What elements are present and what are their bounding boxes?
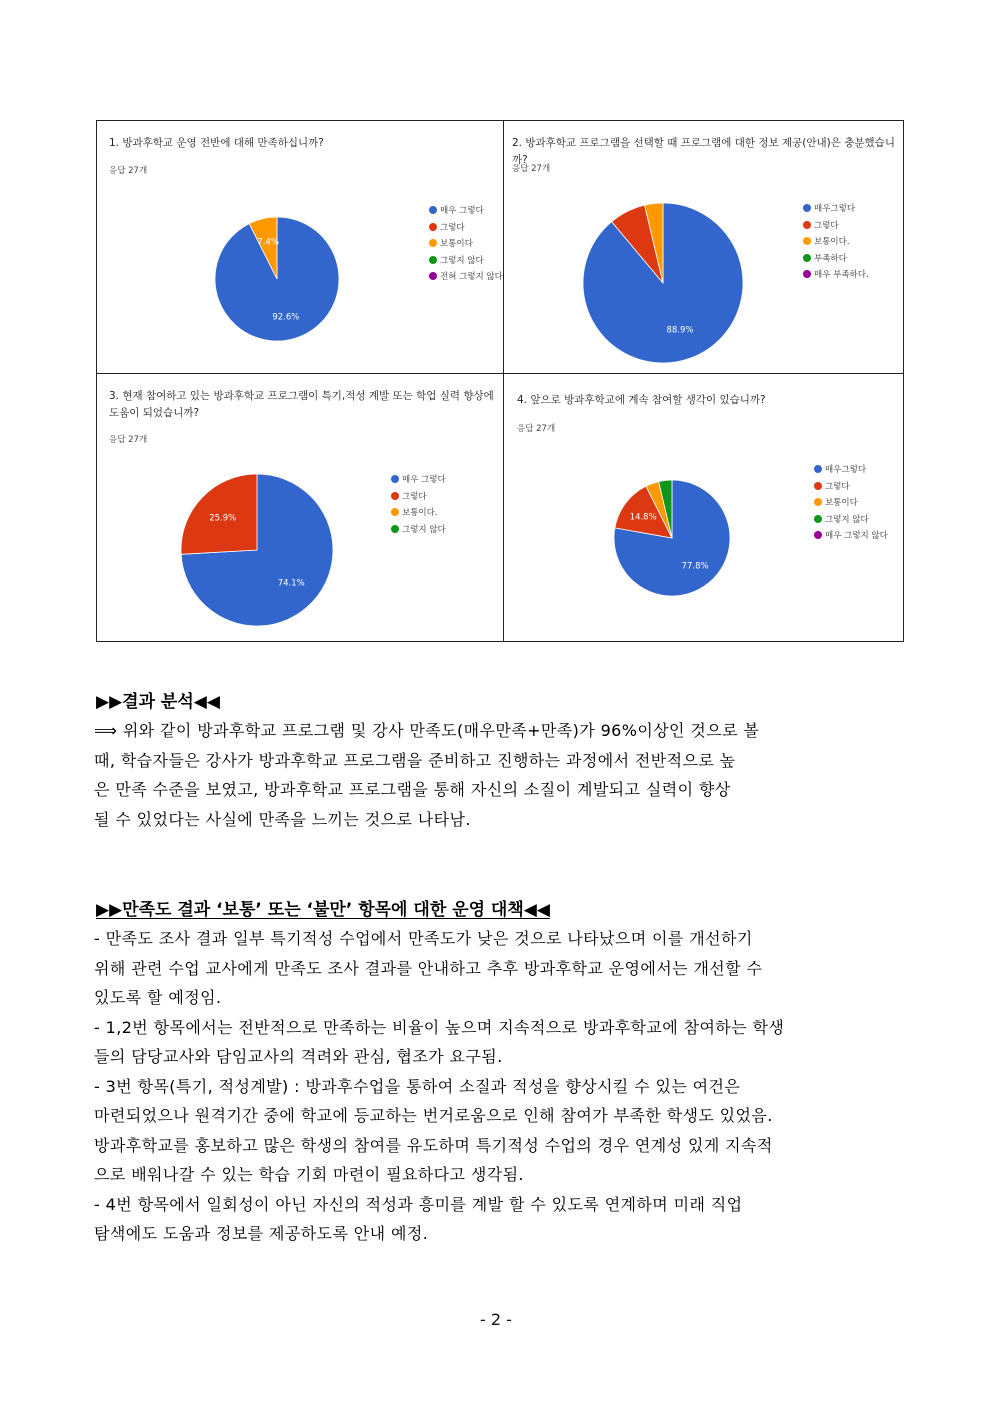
chart-panel-1 (97, 121, 504, 374)
legend-label: 전혀 그렇지 않다 (440, 272, 503, 282)
legend-item (814, 462, 888, 479)
text-line: 은 만족 수준을 보였고, 방과후학교 프로그램을 통해 자신의 소질이 계발되고 실력이 향상 (94, 780, 731, 799)
legend-swatch (814, 531, 822, 539)
legend-label: 그렇다 (440, 222, 465, 233)
legend-label: 매우그렇다 (825, 465, 867, 475)
chart-panel-3 (97, 374, 504, 641)
legend-swatch (429, 223, 437, 231)
legend-item (814, 528, 888, 545)
text-line: 마련되었으나 원격기간 중에 학교에 등교하는 번거로움으로 인해 참여가 부족한 학생도 있었음. (94, 1106, 773, 1125)
legend-label: 보통이다. (814, 237, 850, 247)
legend-item (429, 220, 503, 237)
legend-item (429, 269, 503, 286)
legend-label: 그렇다 (825, 481, 850, 492)
chart-legend (429, 203, 503, 286)
text-line: - 4번 항목에서 일회성이 아닌 자신의 적성과 흥미를 계발 할 수 있도록 연계하며 미래 직업 (94, 1194, 743, 1214)
legend-label: 매우그렇다 (814, 204, 856, 214)
text-line: 될 수 있었다는 사실에 만족을 느끼는 것으로 나타남. (94, 809, 471, 829)
chart-question: 4. 앞으로 방과후학교에 계속 참여할 생각이 있습니까? (517, 394, 766, 406)
legend-label: 그렇지 않다 (825, 514, 869, 525)
legend-swatch (814, 515, 822, 523)
chart-panel-4 (504, 374, 903, 641)
chart-question: 2. 방과후학교 프로그램을 선택할 때 프로그램에 대한 정보 제공(안내)은 충분했습니까? (512, 137, 895, 166)
legend-swatch (429, 272, 437, 280)
survey-chart-grid (96, 120, 904, 642)
chart-question: 1. 방과후학교 운영 전반에 대해 만족하십니까? (109, 137, 324, 149)
response-count: 응답 27개 (517, 424, 556, 434)
legend-swatch (814, 498, 822, 506)
measures-text (94, 924, 900, 1249)
legend-swatch (429, 256, 437, 264)
text-line: 탐색에도 도움과 정보를 제공하도록 안내 예정. (94, 1224, 429, 1243)
text-line: ⟹ 위와 같이 방과후학교 프로그램 및 강사 만족도(매우만족+만족)가 96%이상인 것으로 볼 (94, 721, 760, 740)
chart-legend (814, 462, 888, 545)
measures-title: ▶▶만족도 결과 ‘보통’ 또는 ‘불만’ 항목에 대한 운영 대책◀◀ (96, 900, 550, 920)
legend-item (803, 267, 869, 284)
page-number: - 2 - (480, 1310, 512, 1329)
legend-item (429, 203, 503, 220)
legend-label: 보통이다. (402, 508, 438, 518)
legend-swatch (803, 237, 811, 245)
legend-label: 매우 그렇다 (402, 475, 446, 485)
legend-swatch (803, 270, 811, 278)
legend-label: 그렇다 (402, 491, 427, 502)
pie-data-label: 88.9% (666, 325, 694, 336)
legend-swatch (391, 475, 399, 483)
analysis-title: ▶▶결과 분석◀◀ (96, 692, 220, 712)
legend-item (429, 236, 503, 253)
legend-item (429, 253, 503, 270)
text-line: - 3번 항목(특기, 적성계발) : 방과후수업을 통하여 소질과 적성을 향상시킬 수 있는 여건은 (94, 1076, 741, 1096)
legend-label: 보통이다 (825, 498, 858, 508)
legend-swatch (814, 465, 822, 473)
pie-data-label: 7.4% (257, 237, 279, 248)
legend-label: 그렇다 (814, 220, 839, 231)
text-line: 으로 배워나갈 수 있는 학습 기회 마련이 필요하다고 생각됨. (94, 1165, 524, 1184)
legend-item (814, 479, 888, 496)
legend-item (391, 505, 446, 522)
pie-data-label: 77.8% (681, 561, 709, 572)
legend-swatch (429, 239, 437, 247)
text-line: 위해 관련 수업 교사에게 만족도 조사 결과를 안내하고 추후 방과후학교 운영에서는 개선할 수 (94, 958, 763, 978)
legend-swatch (803, 254, 811, 262)
legend-item (391, 522, 446, 539)
pie-data-label: 14.8% (629, 512, 657, 523)
legend-label: 매우 부족하다. (814, 270, 869, 280)
legend-label: 매우 그렇다 (440, 206, 484, 216)
legend-label: 부족하다 (814, 253, 847, 264)
legend-label: 매우 그렇지 않다 (825, 531, 888, 541)
legend-swatch (814, 482, 822, 490)
response-count: 응답 27개 (109, 166, 148, 176)
chart-legend (391, 472, 446, 538)
text-line: - 1,2번 항목에서는 전반적으로 만족하는 비율이 높으며 지속적으로 방과후학교에 참여하는 학생 (94, 1017, 785, 1037)
text-line: 때, 학습자들은 강사가 방과후학교 프로그램을 준비하고 진행하는 과정에서 전반적으로 높 (94, 750, 736, 770)
chart-panel-2 (504, 121, 903, 374)
text-line: 있도록 할 예정임. (94, 988, 222, 1007)
pie-data-label: 74.1% (277, 578, 305, 589)
pie-data-label: 92.6% (272, 312, 300, 323)
legend-item (803, 251, 869, 268)
response-count: 응답 27개 (109, 435, 148, 445)
legend-swatch (391, 525, 399, 533)
text-line: 들의 담당교사와 담임교사의 격려와 관심, 협조가 요구됨. (94, 1047, 503, 1066)
legend-item (814, 495, 888, 512)
analysis-text (94, 716, 900, 834)
legend-label: 보통이다 (440, 239, 473, 249)
legend-swatch (391, 508, 399, 516)
legend-item (391, 472, 446, 489)
legend-swatch (429, 206, 437, 214)
legend-item (803, 201, 869, 218)
legend-swatch (391, 492, 399, 500)
chart-question: 3. 현재 참여하고 있는 방과후학교 프로그램이 특기,적성 계발 또는 학업 실력 향상에 도움이 되었습니까? (109, 390, 494, 419)
legend-label: 그렇지 않다 (402, 524, 446, 535)
legend-item (803, 218, 869, 235)
chart-legend (803, 201, 869, 284)
legend-swatch (803, 221, 811, 229)
legend-label: 그렇지 않다 (440, 255, 484, 266)
legend-item (391, 489, 446, 506)
legend-item (803, 234, 869, 251)
response-count: 응답 27개 (512, 164, 551, 174)
text-line: - 만족도 조사 결과 일부 특기적성 수업에서 만족도가 낮은 것으로 나타났으며 이를 개선하기 (94, 929, 753, 948)
legend-swatch (803, 204, 811, 212)
text-line: 방과후학교를 홍보하고 많은 학생의 참여를 유도하며 특기적성 수업의 경우 연계성 있게 지속적 (94, 1135, 773, 1155)
pie-data-label: 25.9% (209, 513, 237, 524)
legend-item (814, 512, 888, 529)
